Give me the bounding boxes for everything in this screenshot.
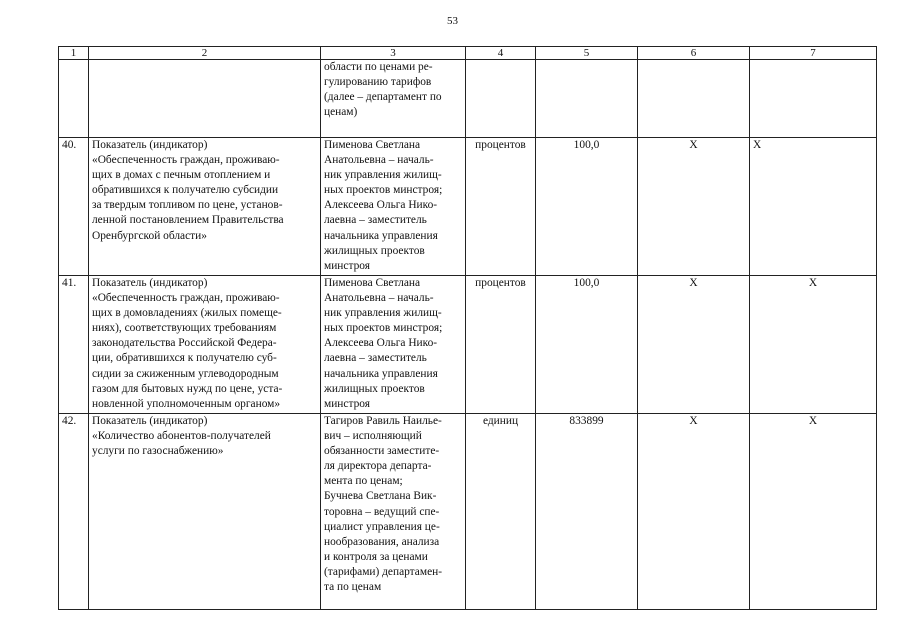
- value-cell: 833899: [536, 414, 638, 610]
- table-row-41: [59, 276, 877, 414]
- indicator-cell: [89, 276, 321, 414]
- responsible-line: Алексеева Ольга Нико-: [324, 337, 438, 350]
- indicator-line: газом для бытовых нужд по цене, уста-: [92, 382, 283, 395]
- responsible-line: Тагиров Равиль Наилье-: [324, 415, 442, 427]
- indicator-line: услуги по газоснабжению»: [92, 445, 224, 458]
- responsible-line: мента по ценам;: [324, 475, 403, 488]
- unit-cell: процентов: [466, 276, 536, 414]
- responsible-line: гулированию тарифов: [324, 76, 432, 89]
- responsible-line: Бучнева Светлана Вик-: [324, 490, 437, 503]
- responsible-line: ных проектов минстроя;: [324, 322, 443, 335]
- responsible-line: лаевна – заместитель: [324, 352, 427, 365]
- responsible-line: и контроля за ценами: [324, 550, 428, 563]
- responsible-line: ля директора департа-: [324, 460, 432, 473]
- value-cell: 100,0: [536, 138, 638, 276]
- responsible-line: торовна – ведущий спе-: [324, 505, 440, 518]
- indicator-line: щих в домах с печным отоплением и: [92, 169, 271, 182]
- page-number: 53: [447, 15, 458, 27]
- unit-cell: [466, 60, 536, 138]
- responsible-line: (тарифами) департамен-: [324, 565, 443, 578]
- responsible-line: жилищных проектов: [324, 382, 425, 395]
- row-number-cell: [59, 60, 89, 138]
- col6-cell: Х: [638, 414, 750, 610]
- indicator-line: «Обеспеченность граждан, проживаю-: [92, 154, 280, 167]
- value-cell: [536, 60, 638, 138]
- indicator-line: ниях), соответствующих требованиям: [92, 322, 277, 335]
- responsible-line: нообразования, анализа: [324, 535, 440, 548]
- column-number: 3: [321, 47, 466, 60]
- indicator-cell: [89, 138, 321, 276]
- indicator-line: законодательства Российской Федера-: [92, 337, 277, 350]
- responsible-line: Алексеева Ольга Нико-: [324, 199, 438, 212]
- value-cell: 100,0: [536, 276, 638, 414]
- responsible-line: области по ценами ре-: [324, 61, 433, 73]
- indicator-line: Оренбургской области»: [92, 229, 207, 242]
- indicator-line: «Обеспеченность граждан, проживаю-: [92, 292, 280, 305]
- column-number-row: [59, 47, 877, 60]
- responsible-line: ных проектов минстроя;: [324, 184, 443, 197]
- indicator-line: новленной уполномоченным органом»: [92, 397, 281, 410]
- col6-cell: Х: [638, 276, 750, 414]
- responsible-line: жилищных проектов: [324, 244, 425, 257]
- table-row-continuation: [59, 60, 877, 138]
- table-row-42: [59, 414, 877, 610]
- row-number-cell: 41.: [59, 276, 89, 414]
- column-number: 7: [750, 47, 877, 60]
- unit-cell: единиц: [466, 414, 536, 610]
- indicator-line: «Количество абонентов-получателей: [92, 430, 271, 443]
- column-number: 6: [638, 47, 750, 60]
- column-number: 2: [89, 47, 321, 60]
- responsible-line: та по ценам: [324, 581, 382, 594]
- indicator-line: Показатель (индикатор): [92, 415, 208, 427]
- indicator-line: Показатель (индикатор): [92, 277, 208, 289]
- col7-cell: Х: [750, 138, 877, 276]
- column-number: 5: [536, 47, 638, 60]
- column-number: 4: [466, 47, 536, 60]
- responsible-line: ник управления жилищ-: [324, 307, 442, 320]
- indicator-cell: [89, 414, 321, 610]
- responsible-cell: [321, 276, 466, 414]
- responsible-line: Анатольевна – началь-: [324, 292, 434, 305]
- col6-cell: Х: [638, 138, 750, 276]
- indicator-line: сидии за сжиженным углеводородным: [92, 367, 279, 380]
- responsible-line: минстроя: [324, 397, 370, 410]
- indicator-line: ленной постановлением Правительства: [92, 214, 284, 227]
- responsible-line: Пименова Светлана: [324, 139, 421, 151]
- responsible-line: начальника управления: [324, 367, 438, 380]
- responsible-line: ценам): [324, 106, 358, 119]
- responsible-line: циалист управления це-: [324, 520, 440, 533]
- responsible-cell: [321, 60, 466, 138]
- col7-cell: [750, 60, 877, 138]
- indicator-cell: [89, 60, 321, 138]
- unit-cell: процентов: [466, 138, 536, 276]
- responsible-line: вич – исполняющий: [324, 430, 422, 443]
- responsible-line: Пименова Светлана: [324, 277, 421, 289]
- indicator-line: щих в домовладениях (жилых помеще-: [92, 307, 282, 320]
- responsible-line: лаевна – заместитель: [324, 214, 427, 227]
- row-number-cell: 42.: [59, 414, 89, 610]
- indicator-line: за твердым топливом по цене, установ-: [92, 199, 283, 212]
- responsible-cell: [321, 414, 466, 610]
- indicator-line: Показатель (индикатор): [92, 139, 208, 151]
- column-number: 1: [59, 47, 89, 60]
- responsible-cell: [321, 138, 466, 276]
- indicator-line: обратившихся к получателю субсидии: [92, 184, 279, 197]
- responsible-line: начальника управления: [324, 229, 438, 242]
- col7-cell: Х: [750, 414, 877, 610]
- table-row-40: [59, 138, 877, 276]
- indicator-table: [58, 46, 877, 610]
- indicator-line: ции, обратившихся к получателю суб-: [92, 352, 277, 365]
- responsible-line: (далее – департамент по: [324, 91, 442, 104]
- responsible-line: ник управления жилищ-: [324, 169, 442, 182]
- responsible-line: обязанности заместите-: [324, 445, 440, 458]
- responsible-line: минстроя: [324, 259, 370, 272]
- col6-cell: [638, 60, 750, 138]
- col7-cell: Х: [750, 276, 877, 414]
- responsible-line: Анатольевна – началь-: [324, 154, 434, 167]
- row-number-cell: 40.: [59, 138, 89, 276]
